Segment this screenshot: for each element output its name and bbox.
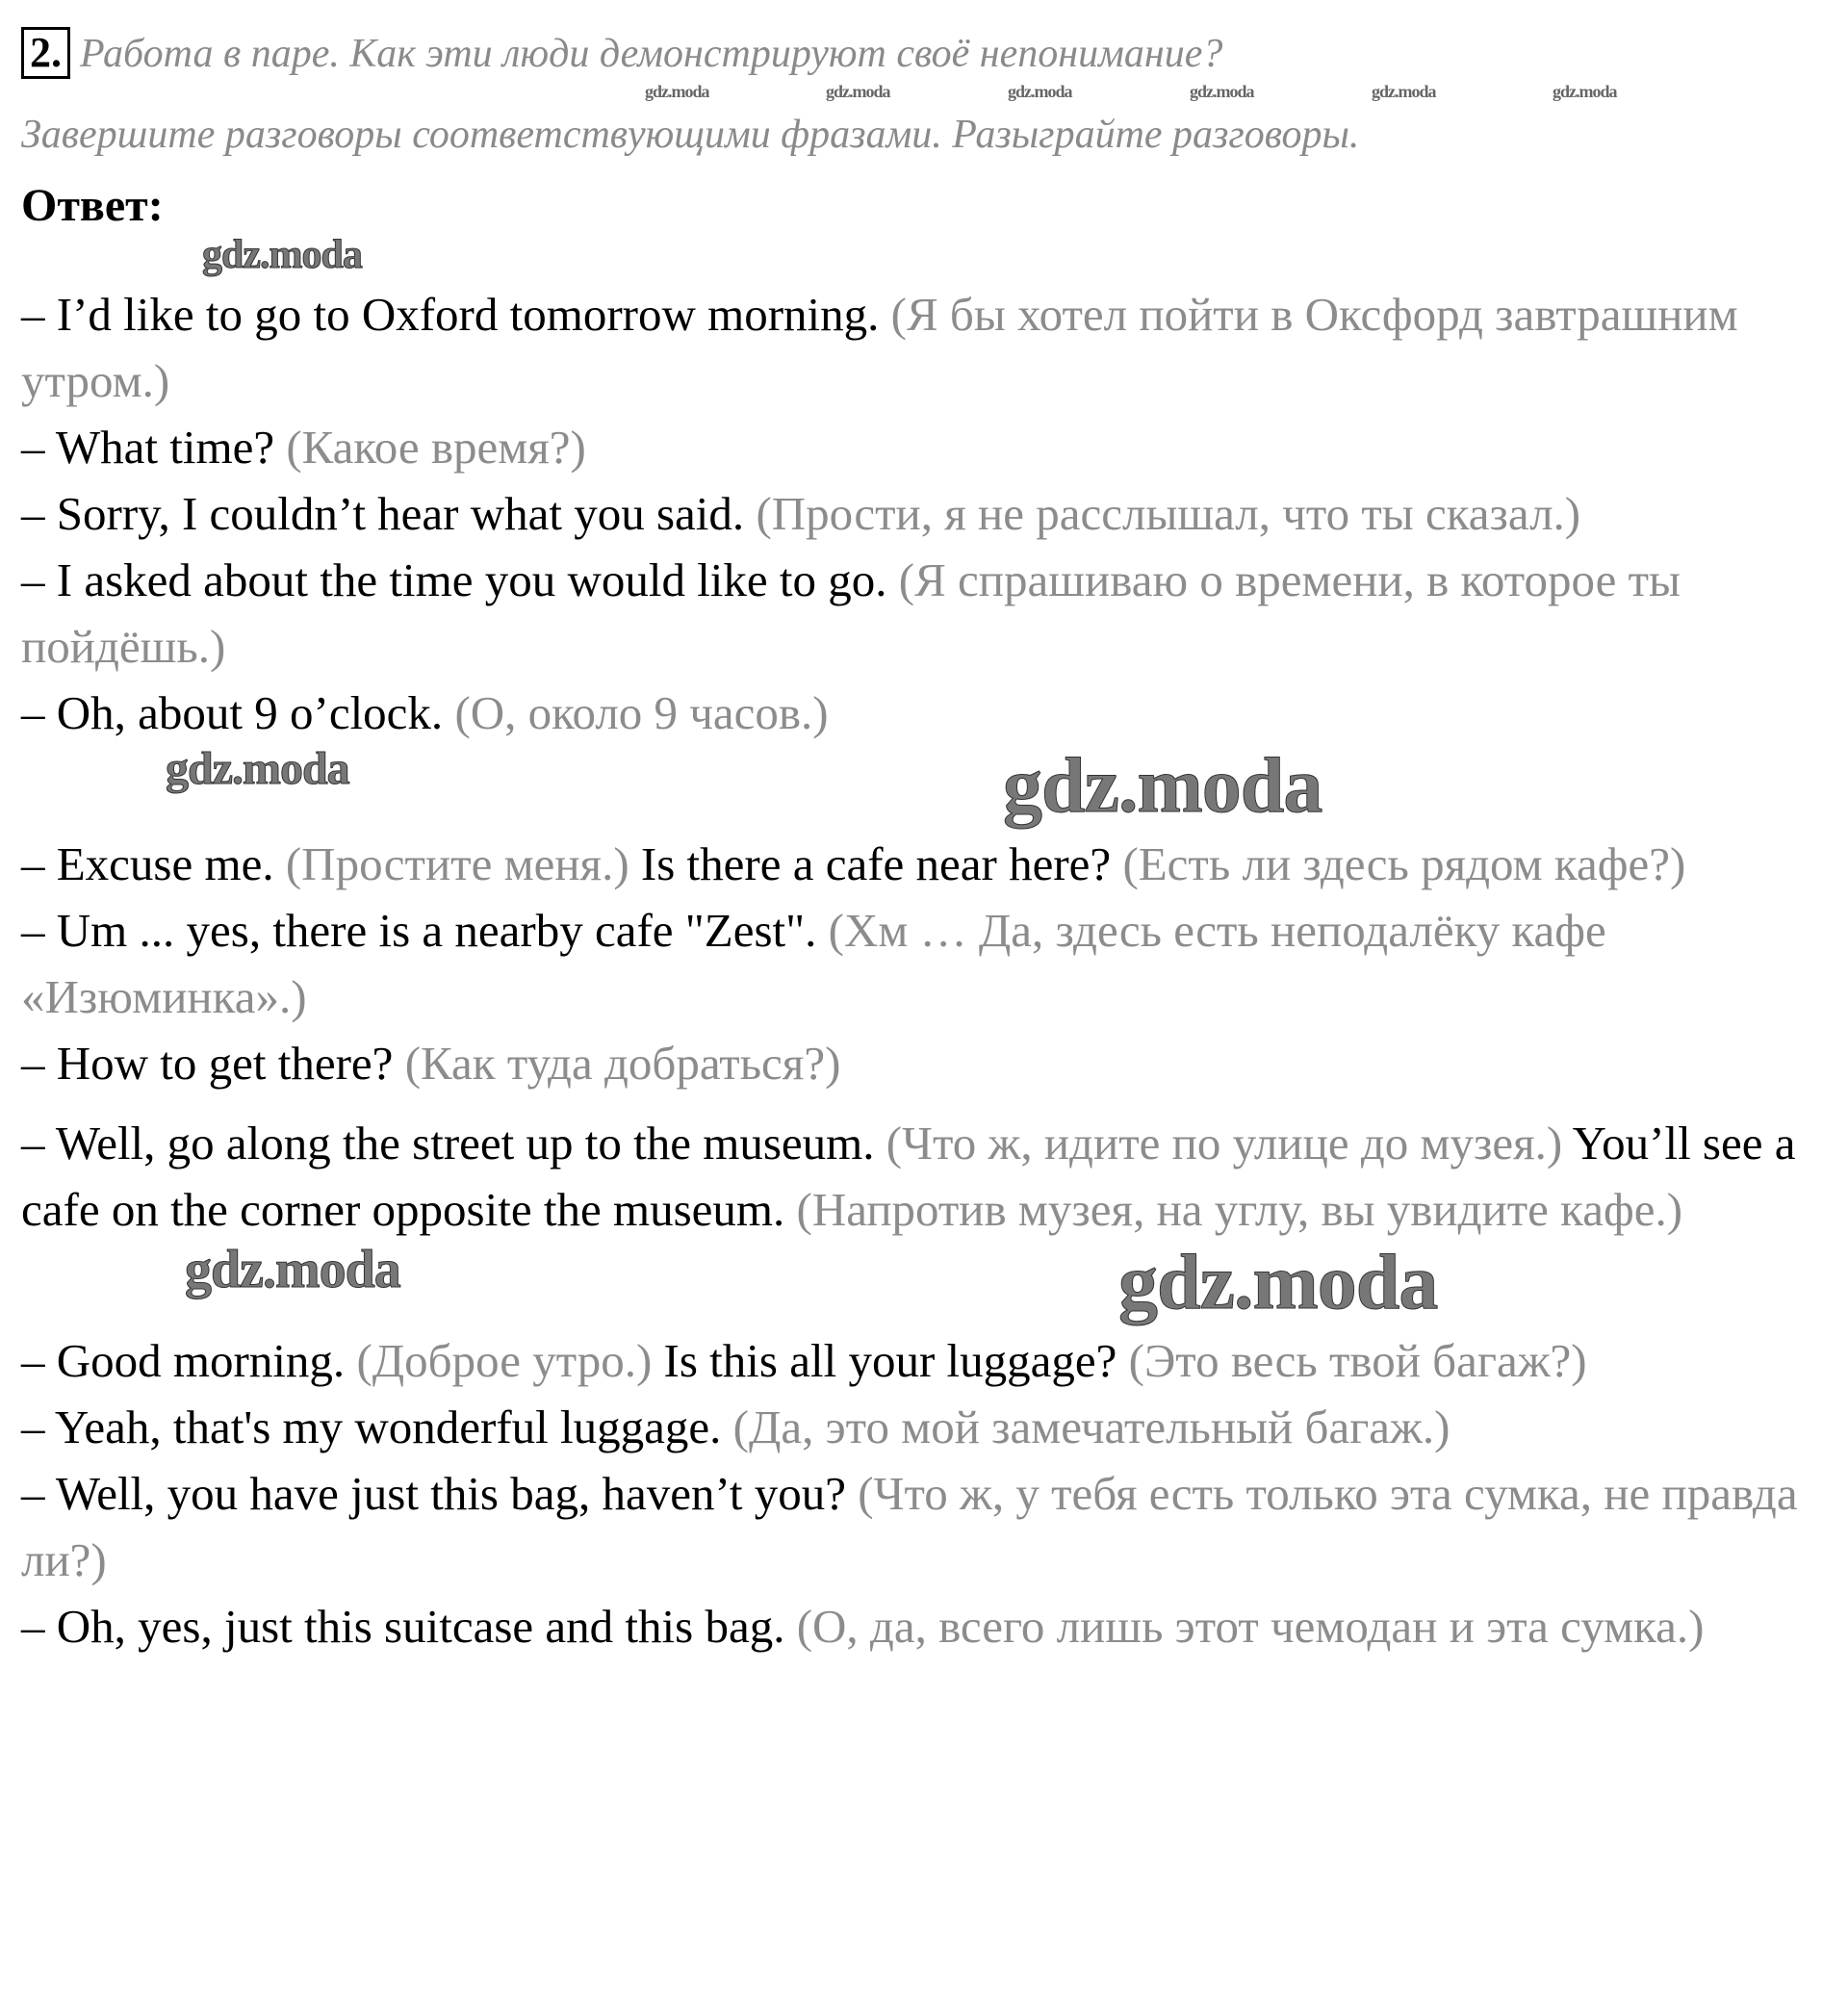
task-text-line-2: Завершите разговоры соответствующими фразами. Разыграйте разговоры. [21,113,1360,157]
dialogue-line [21,480,1845,547]
dialogue-line [21,1593,1845,1659]
dialogue [21,1110,1845,1243]
answer-dialogues [21,281,1845,1659]
watermark-row [21,235,1845,281]
russian-translation: (Доброе утро.) [356,1334,653,1387]
english-phrase: – Good morning. [21,1334,357,1387]
english-phrase: Is this all your luggage? [652,1334,1129,1387]
english-phrase: – What time? [21,421,287,474]
russian-translation: (Как туда добраться?) [404,1037,841,1090]
dialogue-line [21,547,1845,680]
russian-translation: (О, около 9 часов.) [454,686,829,739]
watermark-row [21,1238,1845,1327]
russian-translation: (Есть ли здесь рядом кафе?) [1122,837,1686,890]
english-phrase: Is there a cafe near here? [629,837,1123,890]
english-phrase: – Oh, about 9 o’clock. [21,686,455,739]
english-phrase: – Sorry, I couldn’t hear what you said. [21,487,757,540]
dialogue-line [21,414,1845,480]
spacer [21,1096,1845,1110]
dialogue-line [21,1110,1845,1243]
russian-translation: (Да, это мой замечательный багаж.) [732,1401,1450,1453]
english-phrase: You’ll see a cafe on the corner opposite the museum. [21,1117,1796,1236]
watermark: gdz.moda [645,82,709,101]
russian-translation: (Я спрашиваю о времени, в которое ты пойдёшь.) [21,553,1681,673]
task-statement [21,25,1845,83]
watermark: gdz.moda [1190,82,1254,101]
dialogue-line [21,1030,1845,1096]
english-phrase: – I asked about the time you would like to go. [21,553,899,606]
watermark: gdz.moda [166,743,349,794]
task-text-line-1: Работа в паре. Как эти люди демонстрируют своё непонимание? [80,32,1223,76]
english-phrase: – Oh, yes, just this suitcase and this bag. [21,1600,797,1653]
watermark: gdz.moda [202,233,362,277]
russian-translation: (Я бы хотел пойти в Оксфорд завтрашним утром.) [21,288,1738,407]
dialogue-line [21,1394,1845,1460]
english-phrase: – Well, you have just this bag, haven’t you? [21,1467,859,1520]
russian-translation: (Напротив музея, на углу, вы увидите кафе.) [796,1183,1683,1236]
dialogue [21,831,1845,1096]
russian-translation: (Прости, я не расслышал, что ты сказал.) [756,487,1581,540]
english-phrase: – Well, go along the street up to the museum. [21,1117,886,1170]
answer-label: Ответ: [21,180,164,231]
watermark-row [21,83,1845,106]
watermark: gdz.moda [826,82,890,101]
english-phrase: – I’d like to go to Oxford tomorrow morning. [21,288,891,341]
dialogue-line [21,680,1845,746]
task-number: 2. [21,27,70,79]
dialogue-line [21,281,1845,414]
watermark-row [21,741,1845,831]
russian-translation: (О, да, всего лишь этот чемодан и эта сумка.) [796,1600,1705,1653]
russian-translation: (Это весь твой багаж?) [1128,1334,1587,1387]
dialogue-line [21,1327,1845,1394]
watermark: gdz.moda [1003,741,1322,829]
russian-translation: (Хм … Да, здесь есть неподалёку кафе «Изюминка».) [21,904,1606,1023]
watermark: gdz.moda [1372,82,1436,101]
russian-translation: (Что ж, идите по улице до музея.) [886,1117,1563,1170]
english-phrase: – Um ... yes, there is a nearby cafe "Zest". [21,904,829,957]
watermark: gdz.moda [1553,82,1617,101]
english-phrase: – How to get there? [21,1037,405,1090]
dialogue-line [21,897,1845,1030]
english-phrase: – Excuse me. [21,837,286,890]
russian-translation: (Что ж, у тебя есть только эта сумка, не правда ли?) [21,1467,1798,1586]
watermark: gdz.moda [1118,1238,1438,1325]
dialogue-line [21,1460,1845,1593]
dialogue [21,1327,1845,1659]
english-phrase: – Yeah, that's my wonderful luggage. [21,1401,733,1453]
russian-translation: (Простите меня.) [285,837,629,890]
watermark: gdz.moda [185,1240,400,1299]
dialogue-line [21,831,1845,897]
dialogue [21,281,1845,746]
watermark: gdz.moda [1008,82,1072,101]
russian-translation: (Какое время?) [286,421,586,474]
